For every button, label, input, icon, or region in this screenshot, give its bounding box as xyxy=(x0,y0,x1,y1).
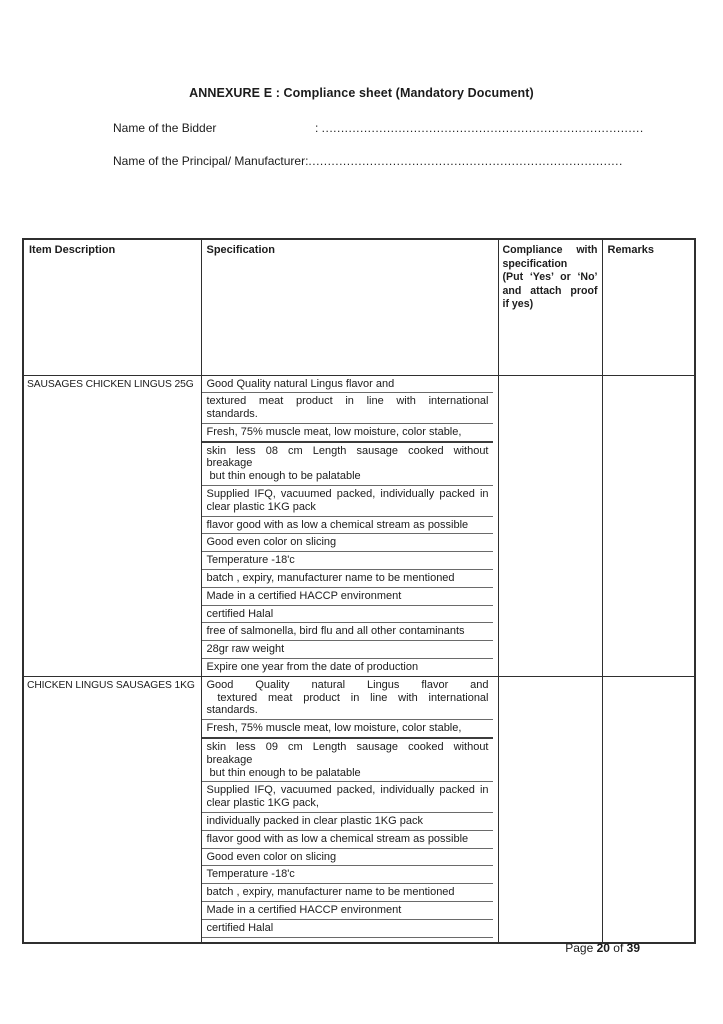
specification-row xyxy=(202,720,493,739)
text-line: Good even color on slicing xyxy=(206,850,337,863)
text-line: breakage xyxy=(206,457,253,470)
text-line: Made in a certified HACCP environment xyxy=(206,904,402,916)
footer-page-word: Page xyxy=(565,941,597,955)
text-line: certified Halal xyxy=(206,921,274,934)
text-line: Fresh, 75% muscle meat, low moisture, color stable, xyxy=(206,722,462,735)
text-line: but thin enough to be palatable xyxy=(206,470,361,483)
compliance-header-line: specification xyxy=(502,257,568,270)
text-line: batch , expiry, manufacturer name to be mentioned xyxy=(206,572,455,585)
table-body xyxy=(23,375,695,943)
text-line: clear plastic 1KG pack, xyxy=(206,797,319,810)
specification-cell xyxy=(201,676,498,942)
specification-row xyxy=(202,659,493,676)
manufacturer-label: Name of the Principal/ Manufacturer: xyxy=(113,154,309,168)
text-line: but thin enough to be palatable xyxy=(206,766,361,779)
text-line: Good even color on slicing xyxy=(206,536,337,549)
header-remarks: Remarks xyxy=(602,239,695,375)
footer-page-number: 20 xyxy=(596,941,610,955)
specification-row xyxy=(202,393,493,424)
specification-row xyxy=(202,849,493,867)
specification-row xyxy=(202,534,493,552)
bidder-label: Name of the Bidder xyxy=(113,121,217,135)
specification-cell xyxy=(201,375,498,676)
compliance-table xyxy=(22,238,696,944)
text-line: flavor good with as low a chemical stream as possible xyxy=(206,832,469,845)
specification-row xyxy=(202,866,493,884)
text-line: batch , expiry, manufacturer name to be mentioned xyxy=(206,886,455,899)
specification-row xyxy=(202,588,493,606)
text-line: skin less 08 cm Length sausage cooked without xyxy=(206,444,489,457)
header-compliance xyxy=(498,239,602,375)
text-line: skin less 09 cm Length sausage cooked without xyxy=(206,741,489,754)
table-row xyxy=(23,676,695,942)
text-line: flavor good with as low a chemical stream as possible xyxy=(206,518,469,531)
specification-row xyxy=(202,782,493,813)
specification-row xyxy=(202,813,493,831)
page-footer xyxy=(565,941,640,955)
specification-row xyxy=(202,677,493,720)
text-line: Good Quality natural Lingus flavor and xyxy=(206,377,395,390)
item-description-cell: CHICKEN LINGUS SAUSAGES 1KG xyxy=(23,676,201,942)
compliance-header-line: if yes) xyxy=(502,298,534,311)
specification-row xyxy=(202,424,493,443)
text-line: Supplied IFQ, vacuumed packed, individually packed in xyxy=(206,784,489,797)
specification-row xyxy=(202,376,493,394)
text-line: Made in a certified HACCP environment xyxy=(206,589,402,602)
specification-row xyxy=(202,641,493,659)
bidder-name-line xyxy=(113,121,644,135)
text-line: Temperature -18'c xyxy=(206,868,295,881)
text-line: Good Quality natural Lingus flavor and xyxy=(206,678,489,691)
text-line: 28gr raw weight xyxy=(206,643,285,656)
text-line: Fresh, 75% muscle meat, low moisture, color stable, xyxy=(206,425,462,438)
specification-row xyxy=(202,902,493,920)
specification-row xyxy=(202,443,493,486)
text-line: individually packed in clear plastic 1KG pack xyxy=(206,815,423,828)
compliance-header-line: (Put ‘Yes’ or ‘No’ xyxy=(502,271,598,284)
specification-row xyxy=(202,606,493,624)
compliance-header-lines xyxy=(503,244,598,312)
remarks-cell xyxy=(602,676,695,942)
specification-row xyxy=(202,486,493,517)
text-line: free of salmonella, bird flu and all other contaminants xyxy=(206,625,465,638)
bidder-separator: : xyxy=(315,121,322,135)
text-line: clear plastic 1KG pack xyxy=(206,500,316,513)
specification-row xyxy=(202,552,493,570)
header-item-description: Item Description xyxy=(23,239,201,375)
text-line: standards. xyxy=(206,704,258,717)
specification-row xyxy=(202,884,493,902)
text-line: Expire one year from the date of production xyxy=(206,661,419,674)
manufacturer-dotted-line: .................................................................................. xyxy=(308,154,623,168)
compliance-cell xyxy=(498,676,602,942)
compliance-cell xyxy=(498,375,602,676)
manufacturer-name-line xyxy=(113,154,623,168)
specification-row xyxy=(202,831,493,849)
footer-of-word: of xyxy=(609,941,627,955)
specification-row xyxy=(202,920,493,938)
text-line: Supplied IFQ, vacuumed packed, individually packed in xyxy=(206,488,489,501)
specification-row xyxy=(202,739,493,782)
header-specification: Specification xyxy=(201,239,498,375)
specification-row xyxy=(202,623,493,641)
text-line: Temperature -18'c xyxy=(206,554,295,567)
table-header-row xyxy=(23,239,695,375)
bidder-dotted-line: .................................................................................... xyxy=(321,121,644,135)
text-line: standards. xyxy=(206,408,258,421)
page-title: ANNEXURE E : Compliance sheet (Mandatory Document) xyxy=(189,86,534,100)
specification-row xyxy=(202,570,493,588)
item-description-cell: SAUSAGES CHICKEN LINGUS 25G xyxy=(23,375,201,676)
table-row xyxy=(23,375,695,676)
footer-total-pages: 39 xyxy=(626,941,640,955)
compliance-header-line: and attach proof xyxy=(502,284,598,297)
remarks-cell xyxy=(602,375,695,676)
specification-row xyxy=(202,517,493,535)
text-line: certified Halal xyxy=(206,607,274,620)
text-line: breakage xyxy=(206,753,253,766)
compliance-header-line: Compliance with xyxy=(502,244,598,256)
text-line: textured meat product in line with international xyxy=(206,395,489,408)
text-line: textured meat product in line with international xyxy=(206,691,489,704)
